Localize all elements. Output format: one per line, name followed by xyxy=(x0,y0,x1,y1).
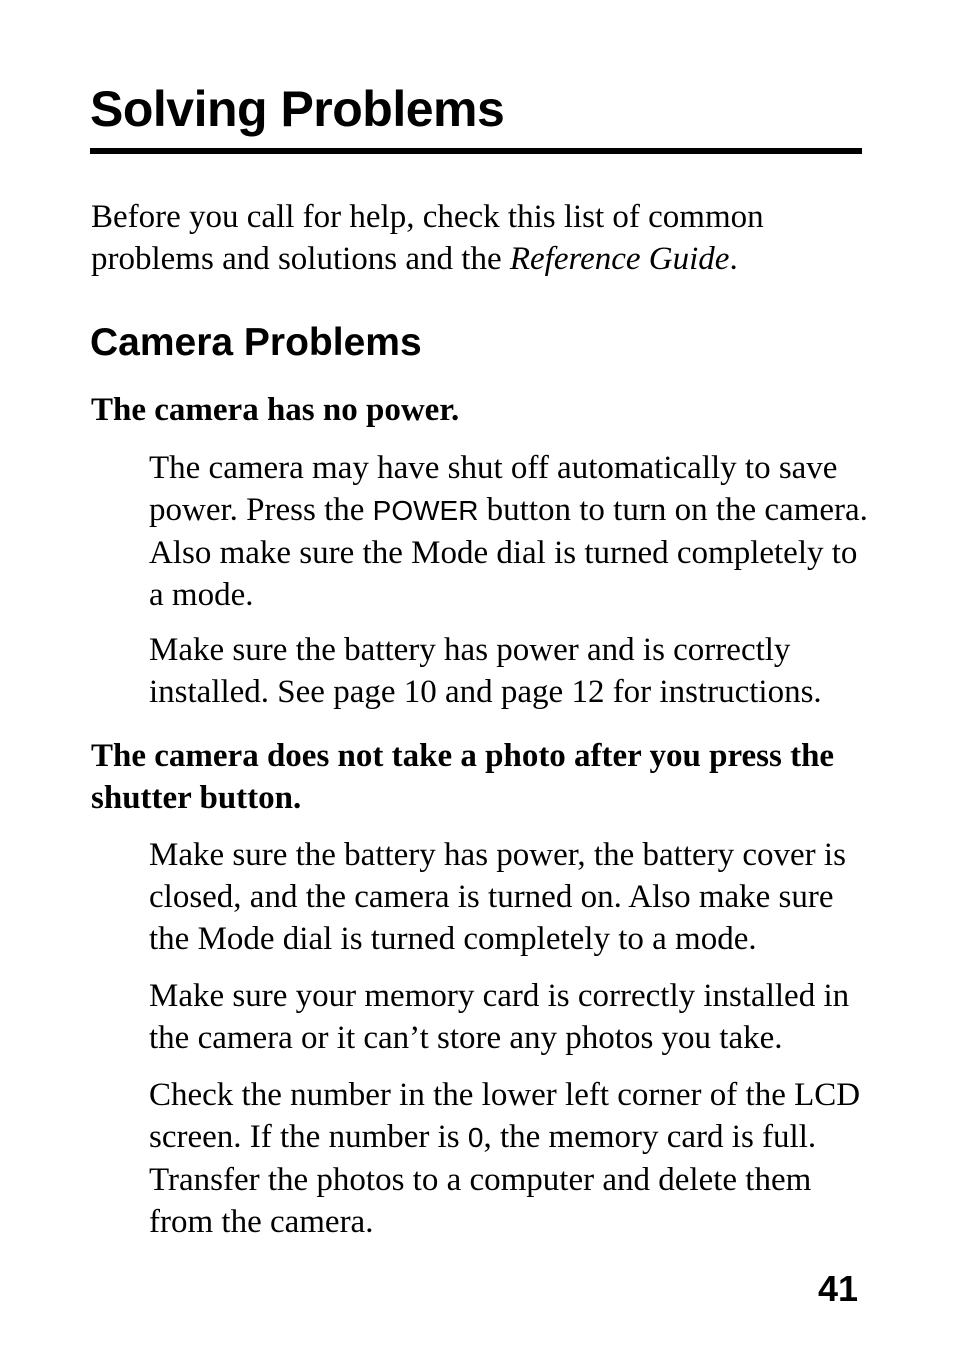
section-heading: Camera Problems xyxy=(90,321,422,364)
zero-readout: 0 xyxy=(467,1122,484,1153)
solution-paragraph: Make sure your memory card is correctly installed in the camera or it can’t store any photos you take. xyxy=(149,978,850,1056)
problem-heading-no-photo: The camera does not take a photo after you press the shutter button. xyxy=(91,738,835,816)
solution-text: The camera may have shut off automatically to save power. Press the xyxy=(149,450,838,528)
solution-paragraph: Make sure the battery has power, the battery cover is closed, and the camera is turned on. Also make sure the Mode dial is turned completely to a mode. xyxy=(149,837,846,957)
title-rule xyxy=(90,148,862,154)
intro-paragraph xyxy=(91,196,871,280)
reference-guide-title: Reference Guide xyxy=(509,241,730,277)
power-key-label: POWER xyxy=(372,495,479,526)
solution-paragraph xyxy=(149,447,869,616)
page-title: Solving Problems xyxy=(90,81,505,137)
page-number: 41 xyxy=(817,1268,858,1309)
problem-heading-no-power: The camera has no power. xyxy=(91,392,460,428)
intro-text-end: . xyxy=(729,241,738,277)
solution-text-end: button to turn on the camera. Also make sure the Mode dial is turned completely to a mode. xyxy=(149,492,868,613)
solution-text: Check the number in the lower left corner of the LCD screen. If the number is xyxy=(149,1077,861,1155)
solution-paragraph: Make sure the battery has power and is correctly installed. See page 10 and page 12 for instructions. xyxy=(149,632,822,710)
solution-text-end: , the memory card is full. Transfer the photos to a computer and delete them from the camera. xyxy=(149,1119,817,1240)
intro-text: Before you call for help, check this list of common problems and solutions and the xyxy=(91,199,764,277)
solution-paragraph xyxy=(149,1074,869,1243)
